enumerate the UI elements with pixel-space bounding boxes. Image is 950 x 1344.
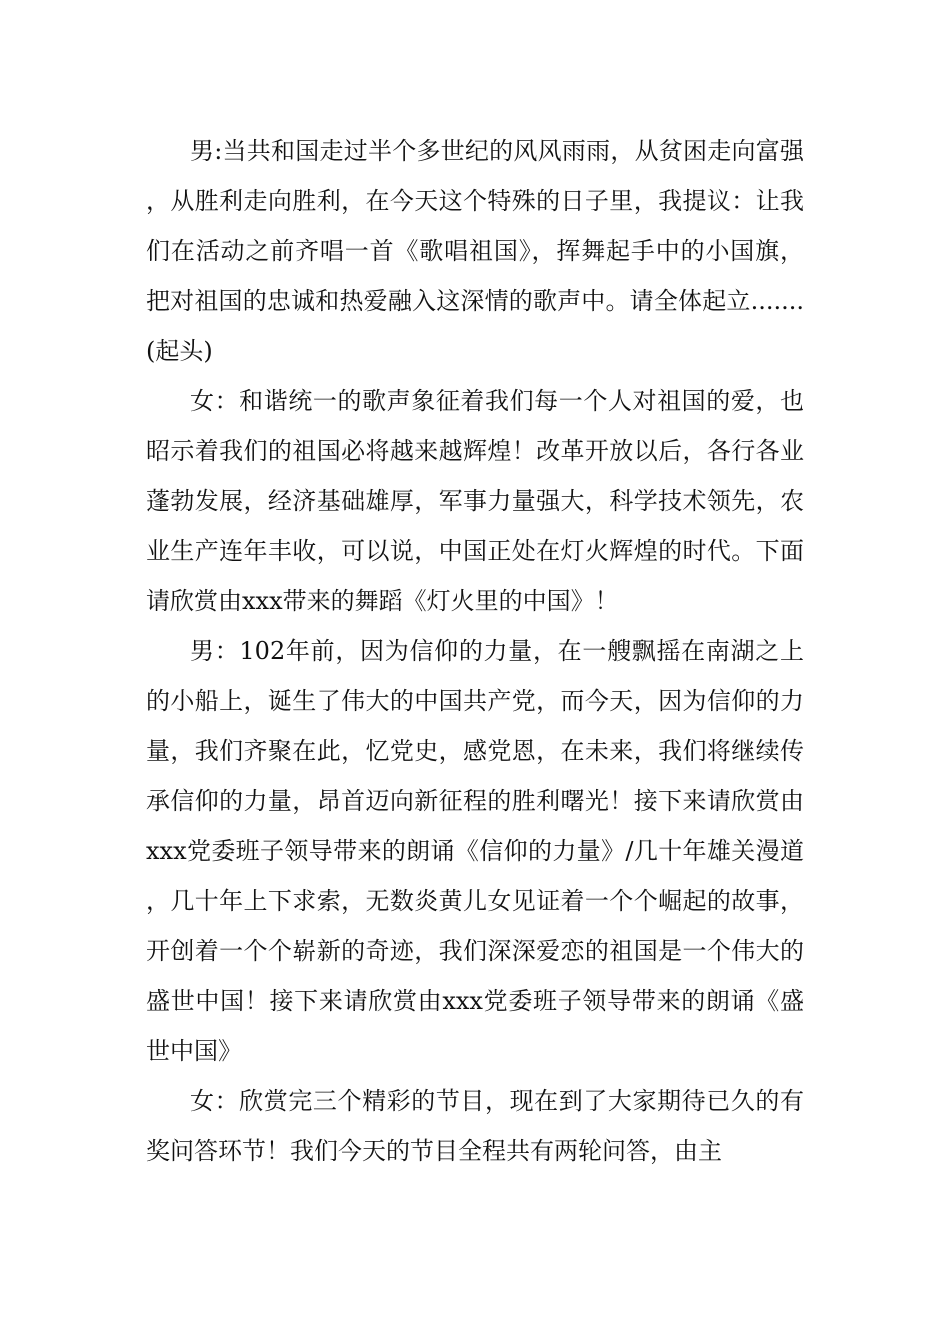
paragraph-male-2: 男：102年前，因为信仰的力量，在一艘飘摇在南湖之上的小船上，诞生了伟大的中国共产党，而今天，因为信仰的力量，我们齐聚在此，忆党史，感党恩，在未来，我们将继续传承信仰的力量，昂首迈向新征程的胜利曙光！接下来请欣赏由xxx党委班子领导带来的朗诵《信仰的力量》/几十年雄关漫道，几十年上下求索，无数炎黄儿女见证着一个个崛起的故事，开创着一个个崭新的奇迹，我们深深爱恋的祖国是一个伟大的盛世中国！接下来请欣赏由xxx党委班子领导带来的朗诵《盛世中国》	[146, 637, 804, 1065]
paragraph-female-2: 女：欣赏完三个精彩的节目，现在到了大家期待已久的有奖问答环节！我们今天的节目全程共有两轮问答，由主	[146, 1087, 804, 1165]
paragraph-male-1: 男:当共和国走过半个多世纪的风风雨雨，从贫困走向富强，从胜利走向胜利，在今天这个特殊的日子里，我提议：让我们在活动之前齐唱一首《歌唱祖国》，挥舞起手中的小国旗，把对祖国的忠诚和热爱融入这深情的歌声中。请全体起立.......(起头)	[146, 137, 804, 365]
paragraph-female-1: 女：和谐统一的歌声象征着我们每一个人对祖国的爱，也昭示着我们的祖国必将越来越辉煌！改革开放以后，各行各业蓬勃发展，经济基础雄厚，军事力量强大，科学技术领先，农业生产连年丰收，可以说，中国正处在灯火辉煌的时代。下面请欣赏由xxx带来的舞蹈《灯火里的中国》！	[146, 387, 804, 615]
document-body	[146, 126, 804, 1176]
